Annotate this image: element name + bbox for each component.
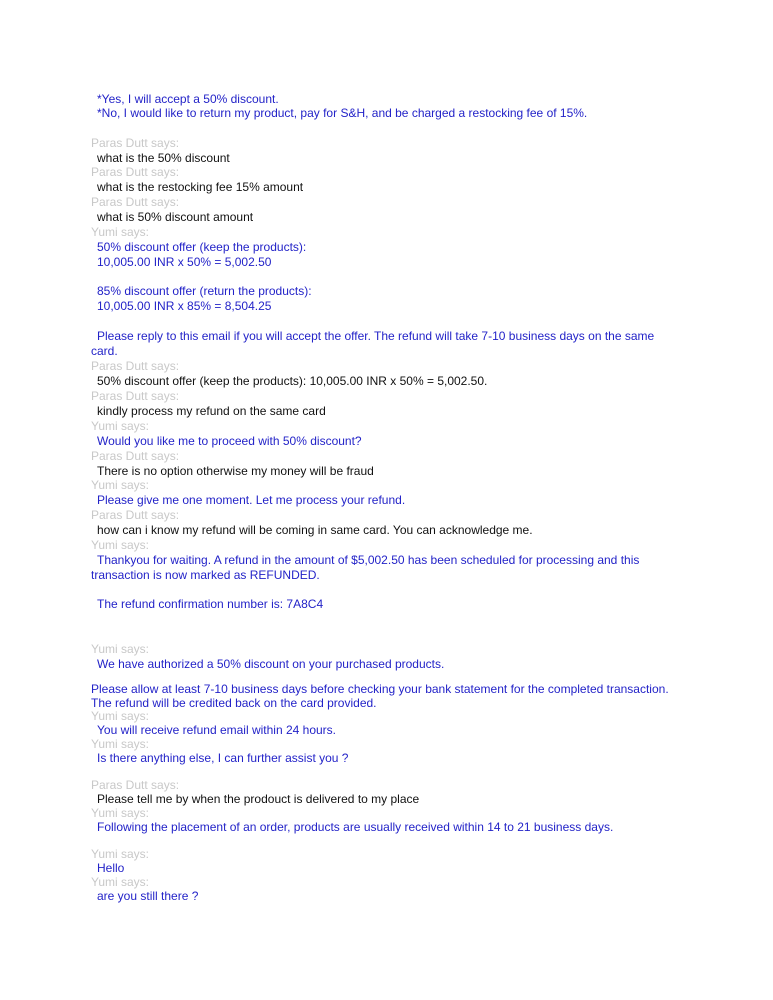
agent-message: We have authorized a 50% discount on your purchased products.	[97, 657, 445, 671]
speaker-label: Paras Dutt says:	[91, 195, 180, 209]
agent-message: 10,005.00 INR x 85% = 8,504.25	[97, 299, 272, 313]
agent-message: 85% discount offer (return the products):	[97, 284, 312, 298]
customer-message: what is 50% discount amount	[97, 210, 254, 224]
customer-message: how can i know my refund will be coming in same card. You can acknowledge me.	[97, 523, 533, 537]
customer-message: what is the 50% discount	[97, 151, 230, 165]
agent-message: You will receive refund email within 24 hours.	[97, 723, 337, 737]
speaker-label: Paras Dutt says:	[91, 508, 180, 522]
agent-message: Would you like me to proceed with 50% discount?	[97, 434, 362, 448]
speaker-label: Yumi says:	[91, 642, 150, 656]
customer-message: 50% discount offer (keep the products): 10,005.00 INR x 50% = 5,002.50.	[97, 374, 488, 388]
speaker-label: Yumi says:	[91, 737, 150, 751]
speaker-label: Paras Dutt says:	[91, 778, 180, 792]
customer-message: kindly process my refund on the same card	[97, 404, 326, 418]
option-accept-discount: *Yes, I will accept a 50% discount.	[97, 92, 279, 106]
speaker-label: Paras Dutt says:	[91, 359, 180, 373]
agent-message: are you still there ?	[97, 889, 199, 903]
refund-confirmation: The refund confirmation number is: 7A8C4	[97, 597, 324, 611]
customer-message: what is the restocking fee 15% amount	[97, 180, 304, 194]
agent-message: transaction is now marked as REFUNDED.	[91, 568, 320, 582]
speaker-label: Paras Dutt says:	[91, 136, 180, 150]
speaker-label: Yumi says:	[91, 709, 150, 723]
speaker-label: Paras Dutt says:	[91, 449, 180, 463]
agent-message: Hello	[97, 861, 125, 875]
speaker-label: Yumi says:	[91, 419, 150, 433]
agent-message: Please allow at least 7-10 business days before checking your bank statement for the completed transaction.	[91, 682, 669, 696]
agent-message: 50% discount offer (keep the products):	[97, 240, 307, 254]
option-return-product: *No, I would like to return my product, pay for S&H, and be charged a restocking fee of 15%.	[97, 106, 588, 120]
speaker-label: Paras Dutt says:	[91, 165, 180, 179]
agent-message: Please reply to this email if you will accept the offer. The refund will take 7-10 business days on the same	[97, 329, 655, 343]
speaker-label: Yumi says:	[91, 225, 150, 239]
speaker-label: Yumi says:	[91, 478, 150, 492]
agent-message: Following the placement of an order, products are usually received within 14 to 21 business days.	[97, 820, 614, 834]
agent-message: Is there anything else, I can further assist you ?	[97, 751, 349, 765]
agent-message: 10,005.00 INR x 50% = 5,002.50	[97, 255, 272, 269]
customer-message: There is no option otherwise my money will be fraud	[97, 464, 374, 478]
agent-message: Thankyou for waiting. A refund in the amount of $5,002.50 has been scheduled for processing and this	[97, 553, 640, 567]
customer-message: Please tell me by when the prodouct is delivered to my place	[97, 792, 420, 806]
speaker-label: Yumi says:	[91, 875, 150, 889]
speaker-label: Yumi says:	[91, 806, 150, 820]
speaker-label: Yumi says:	[91, 538, 150, 552]
agent-message: The refund will be credited back on the card provided.	[91, 696, 377, 710]
speaker-label: Yumi says:	[91, 847, 150, 861]
speaker-label: Paras Dutt says:	[91, 389, 180, 403]
agent-message: Please give me one moment. Let me process your refund.	[97, 493, 406, 507]
agent-message: card.	[91, 344, 118, 358]
